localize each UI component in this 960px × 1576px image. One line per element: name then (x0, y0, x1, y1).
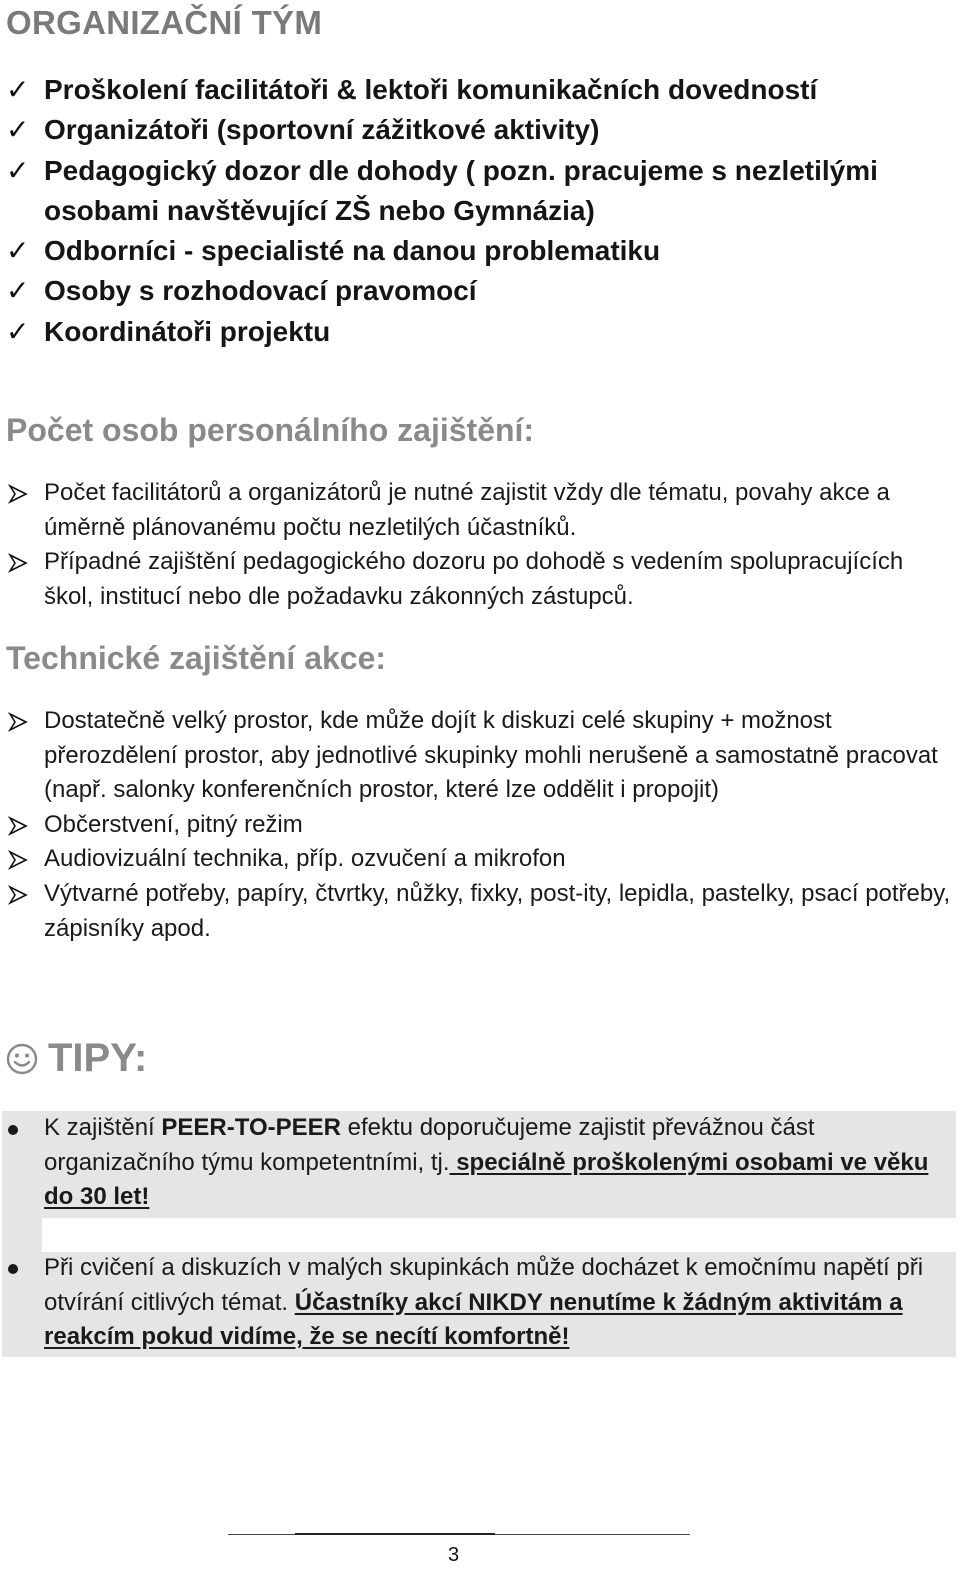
tip-emphasis-underlined: Účastníky akcí NIKDY nenutíme k žádným aktivitám a reakcím pokud vidíme, že se necítí komfortně! (44, 1288, 903, 1351)
team-item-text: Koordinátoři projektu (44, 315, 331, 347)
arrow-bullet-icon (8, 484, 28, 504)
list-item-text: Dostatečně velký prostor, kde může dojít k diskuzi celé skupiny + možnost přerozdělení prostor, aby jednotlivé skupinky mohli nerušeně a samostatně pracovat (např. salonky konferenčních prostor, které lze oddělit i propojit) (44, 707, 938, 804)
arrow-bullet-icon (8, 850, 28, 870)
tips-heading-text: TIPY: (48, 1036, 148, 1080)
tip-text (44, 1251, 954, 1355)
team-item (6, 231, 946, 271)
team-item (6, 110, 946, 150)
team-item (6, 271, 946, 311)
list-item (6, 704, 951, 808)
tip-box-gap (2, 1218, 42, 1252)
personnel-heading: Počet osob personálního zajištění: (6, 412, 535, 448)
list-item (6, 476, 951, 545)
tip-text-part: Při cvičení a diskuzích v malých skupinkách může docházet k emočnímu napětí při otvírání citlivých témat. (44, 1254, 924, 1316)
team-item-text: Proškolení facilitátoři & lektoři komunikačních dovedností (44, 74, 818, 105)
check-icon: ✓ (6, 275, 30, 307)
check-icon: ✓ (6, 154, 30, 186)
arrow-bullet-icon (8, 885, 28, 905)
list-item-text: Počet facilitátorů a organizátorů je nutné zajistit vždy dle tématu, povahy akce a úměrně plánovanému počtu nezletilých účastníků. (44, 479, 890, 541)
arrow-bullet-icon (8, 553, 28, 573)
check-icon: ✓ (6, 235, 30, 267)
team-item-text: Osoby s rozhodovací pravomocí (44, 275, 477, 307)
team-item (6, 70, 946, 110)
arrow-bullet-icon (8, 816, 28, 836)
list-item (6, 842, 951, 877)
list-item-text: Audiovizuální technika, příp. ozvučení a mikrofon (44, 845, 566, 873)
check-icon: ✓ (6, 74, 30, 105)
team-item (6, 312, 946, 352)
tip-emphasis: PEER-TO-PEER (161, 1114, 341, 1141)
round-bullet-icon (8, 1125, 18, 1135)
round-bullet-icon (8, 1264, 18, 1274)
team-item-text: Odborníci - specialisté na danou problematiku (44, 235, 661, 267)
page-heading: ORGANIZAČNÍ TÝM (6, 4, 323, 41)
team-item-text: Pedagogický dozor dle dohody ( pozn. pracujeme s nezletilými osobami navštěvující ZŠ nebo Gymnázia) (44, 154, 878, 226)
list-item (6, 545, 951, 614)
page-number: 3 (448, 1544, 460, 1566)
arrow-bullet-icon (8, 712, 28, 732)
list-item-text: Případné zajištění pedagogického dozoru po dohodě s vedením spolupracujících škol, institucí nebo dle požadavku zákonných zástupců. (44, 548, 904, 610)
list-item-text: Občerstvení, pitný režim (44, 810, 303, 838)
tip-emphasis-underlined: speciálně proškolenými osobami ve věku do 30 let! (44, 1148, 929, 1211)
tip-text-part: efektu doporučujeme zajistit převážnou část organizačního týmu kompetentními, tj. (44, 1114, 815, 1176)
technical-list (6, 704, 951, 946)
personnel-list (6, 476, 951, 614)
smiley-icon (6, 1043, 38, 1075)
list-item-text: Výtvarné potřeby, papíry, čtvrtky, nůžky, fixky, post-ity, lepidla, pastelky, psací potřeby, zápisníky apod. (44, 879, 951, 942)
tip-text (44, 1111, 954, 1215)
list-item (6, 877, 951, 946)
technical-heading: Technické zajištění akce: (6, 640, 387, 676)
footer-divider-accent (295, 1533, 495, 1535)
check-icon: ✓ (6, 114, 30, 146)
check-icon: ✓ (6, 315, 30, 347)
list-item (6, 808, 951, 843)
team-item (6, 151, 946, 232)
tip-text-part: K zajištění (44, 1114, 162, 1141)
team-item-text: Organizátoři (sportovní zážitkové aktivity) (44, 114, 600, 146)
tips-heading (6, 1036, 147, 1081)
team-checklist (6, 70, 946, 352)
